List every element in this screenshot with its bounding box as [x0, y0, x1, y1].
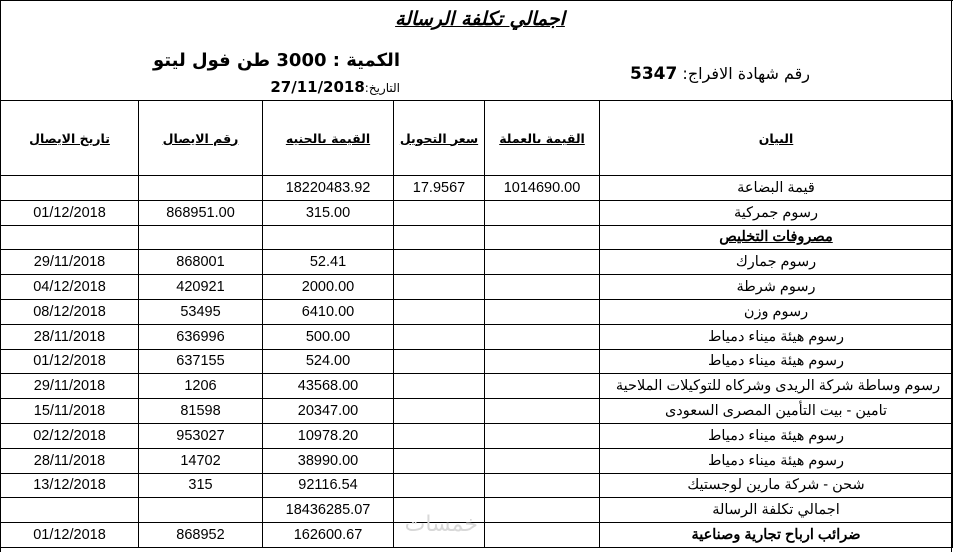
table-row: [1, 399, 953, 424]
date-value: 27/11/2018: [270, 78, 365, 96]
egp-value-cell: 315.00: [263, 200, 394, 225]
egp-value-cell: 43568.00: [263, 374, 394, 399]
egp-value-cell: [263, 225, 394, 250]
table-header-row: [1, 101, 953, 176]
description-cell: رسوم هيئة ميناء دمياط: [600, 423, 953, 448]
currency-value-cell: [485, 225, 600, 250]
egp-value-cell: 38990.00: [263, 448, 394, 473]
table-row: [1, 225, 953, 250]
description-cell: رسوم جمركية: [600, 200, 953, 225]
table-row: [1, 448, 953, 473]
exchange-rate-cell: [394, 448, 485, 473]
receipt-date-cell: 01/12/2018: [1, 523, 139, 548]
receipt-date-cell: 08/12/2018: [1, 299, 139, 324]
column-header-receipt-date: تاريخ الايصال: [1, 101, 139, 176]
exchange-rate-cell: [394, 374, 485, 399]
table-row: [1, 250, 953, 275]
cost-table: [0, 100, 953, 548]
column-header-egp-value: القيمة بالجنيه: [263, 101, 394, 176]
exchange-rate-cell: [394, 299, 485, 324]
column-header-exchange-rate: سعر التحويل: [394, 101, 485, 176]
tax-row: [1, 523, 953, 548]
receipt-number-cell: 868952: [139, 523, 263, 548]
egp-value-cell: 18220483.92: [263, 176, 394, 201]
receipt-number-cell: 1206: [139, 374, 263, 399]
description-cell: شحن - شركة مارين لوجستيك: [600, 473, 953, 498]
table-row: [1, 324, 953, 349]
exchange-rate-cell: [394, 250, 485, 275]
currency-value-cell: [485, 399, 600, 424]
column-header-description: البيان: [600, 101, 953, 176]
currency-value-cell: [485, 200, 600, 225]
exchange-rate-cell: [394, 498, 485, 523]
section-heading-cell: مصروفات التخليص: [600, 225, 953, 250]
tax-description-cell: ضرائب ارباح تجارية وصناعية: [600, 523, 953, 548]
egp-value-cell: 10978.20: [263, 423, 394, 448]
currency-value-cell: [485, 473, 600, 498]
receipt-number-cell: 636996: [139, 324, 263, 349]
description-cell: رسوم هيئة ميناء دمياط: [600, 349, 953, 374]
receipt-number-cell: [139, 498, 263, 523]
description-cell: تامين - بيت التأمين المصرى السعودى: [600, 399, 953, 424]
table-row: [1, 176, 953, 201]
egp-value-cell: 2000.00: [263, 275, 394, 300]
release-label: رقم شهادة الافراج:: [682, 64, 810, 83]
release-number: 5347: [630, 64, 678, 84]
description-cell: رسوم هيئة ميناء دمياط: [600, 324, 953, 349]
table-row: [1, 349, 953, 374]
exchange-rate-cell: 17.9567: [394, 176, 485, 201]
date-line: [240, 78, 400, 96]
receipt-date-cell: 28/11/2018: [1, 324, 139, 349]
receipt-number-cell: 953027: [139, 423, 263, 448]
description-cell: رسوم شرطة: [600, 275, 953, 300]
exchange-rate-cell: [394, 324, 485, 349]
receipt-date-cell: 02/12/2018: [1, 423, 139, 448]
table-row: [1, 200, 953, 225]
exchange-rate-cell: [394, 399, 485, 424]
currency-value-cell: [485, 523, 600, 548]
receipt-date-cell: 28/11/2018: [1, 448, 139, 473]
receipt-number-cell: 637155: [139, 349, 263, 374]
receipt-date-cell: 01/12/2018: [1, 200, 139, 225]
column-header-receipt-number: رقم الايصال: [139, 101, 263, 176]
receipt-number-cell: [139, 176, 263, 201]
currency-value-cell: [485, 498, 600, 523]
page-title: اجمالي تكلفة الرسالة: [395, 8, 565, 30]
receipt-date-cell: [1, 176, 139, 201]
receipt-number-cell: 81598: [139, 399, 263, 424]
receipt-date-cell: [1, 225, 139, 250]
currency-value-cell: [485, 275, 600, 300]
currency-value-cell: [485, 250, 600, 275]
receipt-number-cell: 315: [139, 473, 263, 498]
currency-value-cell: [485, 349, 600, 374]
receipt-date-cell: [1, 498, 139, 523]
table-row: [1, 374, 953, 399]
currency-value-cell: [485, 448, 600, 473]
exchange-rate-cell: [394, 423, 485, 448]
column-header-currency-value: القيمة بالعملة: [485, 101, 600, 176]
receipt-number-cell: 53495: [139, 299, 263, 324]
receipt-date-cell: 29/11/2018: [1, 250, 139, 275]
tax-egp-value-cell: 162600.67: [263, 523, 394, 548]
receipt-date-cell: 13/12/2018: [1, 473, 139, 498]
sheet-top-border: [0, 0, 953, 1]
exchange-rate-cell: [394, 225, 485, 250]
egp-value-cell: 524.00: [263, 349, 394, 374]
egp-value-cell: 20347.00: [263, 399, 394, 424]
currency-value-cell: [485, 299, 600, 324]
receipt-number-cell: 868001: [139, 250, 263, 275]
egp-value-cell: 6410.00: [263, 299, 394, 324]
release-certificate: [600, 64, 810, 84]
receipt-number-cell: 868951.00: [139, 200, 263, 225]
description-cell: قيمة البضاعة: [600, 176, 953, 201]
total-egp-value-cell: 18436285.07: [263, 498, 394, 523]
receipt-date-cell: 04/12/2018: [1, 275, 139, 300]
description-cell: رسوم وزن: [600, 299, 953, 324]
exchange-rate-cell: [394, 349, 485, 374]
receipt-number-cell: [139, 225, 263, 250]
table-row: [1, 473, 953, 498]
currency-value-cell: [485, 324, 600, 349]
receipt-date-cell: 15/11/2018: [1, 399, 139, 424]
quantity-label: الكمية :: [332, 50, 400, 71]
currency-value-cell: 1014690.00: [485, 176, 600, 201]
table-row: [1, 275, 953, 300]
date-label: التاريخ:: [364, 81, 400, 95]
exchange-rate-cell: [394, 275, 485, 300]
exchange-rate-cell: [394, 200, 485, 225]
currency-value-cell: [485, 374, 600, 399]
egp-value-cell: 52.41: [263, 250, 394, 275]
description-cell: رسوم وساطة شركة الريدى وشركاه للتوكيلات الملاحية: [600, 374, 953, 399]
exchange-rate-cell: [394, 473, 485, 498]
watermark-logo: خمسات: [404, 512, 478, 537]
egp-value-cell: 500.00: [263, 324, 394, 349]
receipt-number-cell: 14702: [139, 448, 263, 473]
quantity-value: 3000 طن فول ليتو: [153, 50, 327, 71]
quantity-line: [130, 50, 400, 71]
exchange-rate-cell: [394, 523, 485, 548]
receipt-date-cell: 01/12/2018: [1, 349, 139, 374]
egp-value-cell: 92116.54: [263, 473, 394, 498]
total-row: [1, 498, 953, 523]
description-cell: رسوم جمارك: [600, 250, 953, 275]
total-description-cell: اجمالي تكلفة الرسالة: [600, 498, 953, 523]
table-row: [1, 299, 953, 324]
receipt-date-cell: 29/11/2018: [1, 374, 139, 399]
description-cell: رسوم هيئة ميناء دمياط: [600, 448, 953, 473]
receipt-number-cell: 420921: [139, 275, 263, 300]
table-row: [1, 423, 953, 448]
currency-value-cell: [485, 423, 600, 448]
